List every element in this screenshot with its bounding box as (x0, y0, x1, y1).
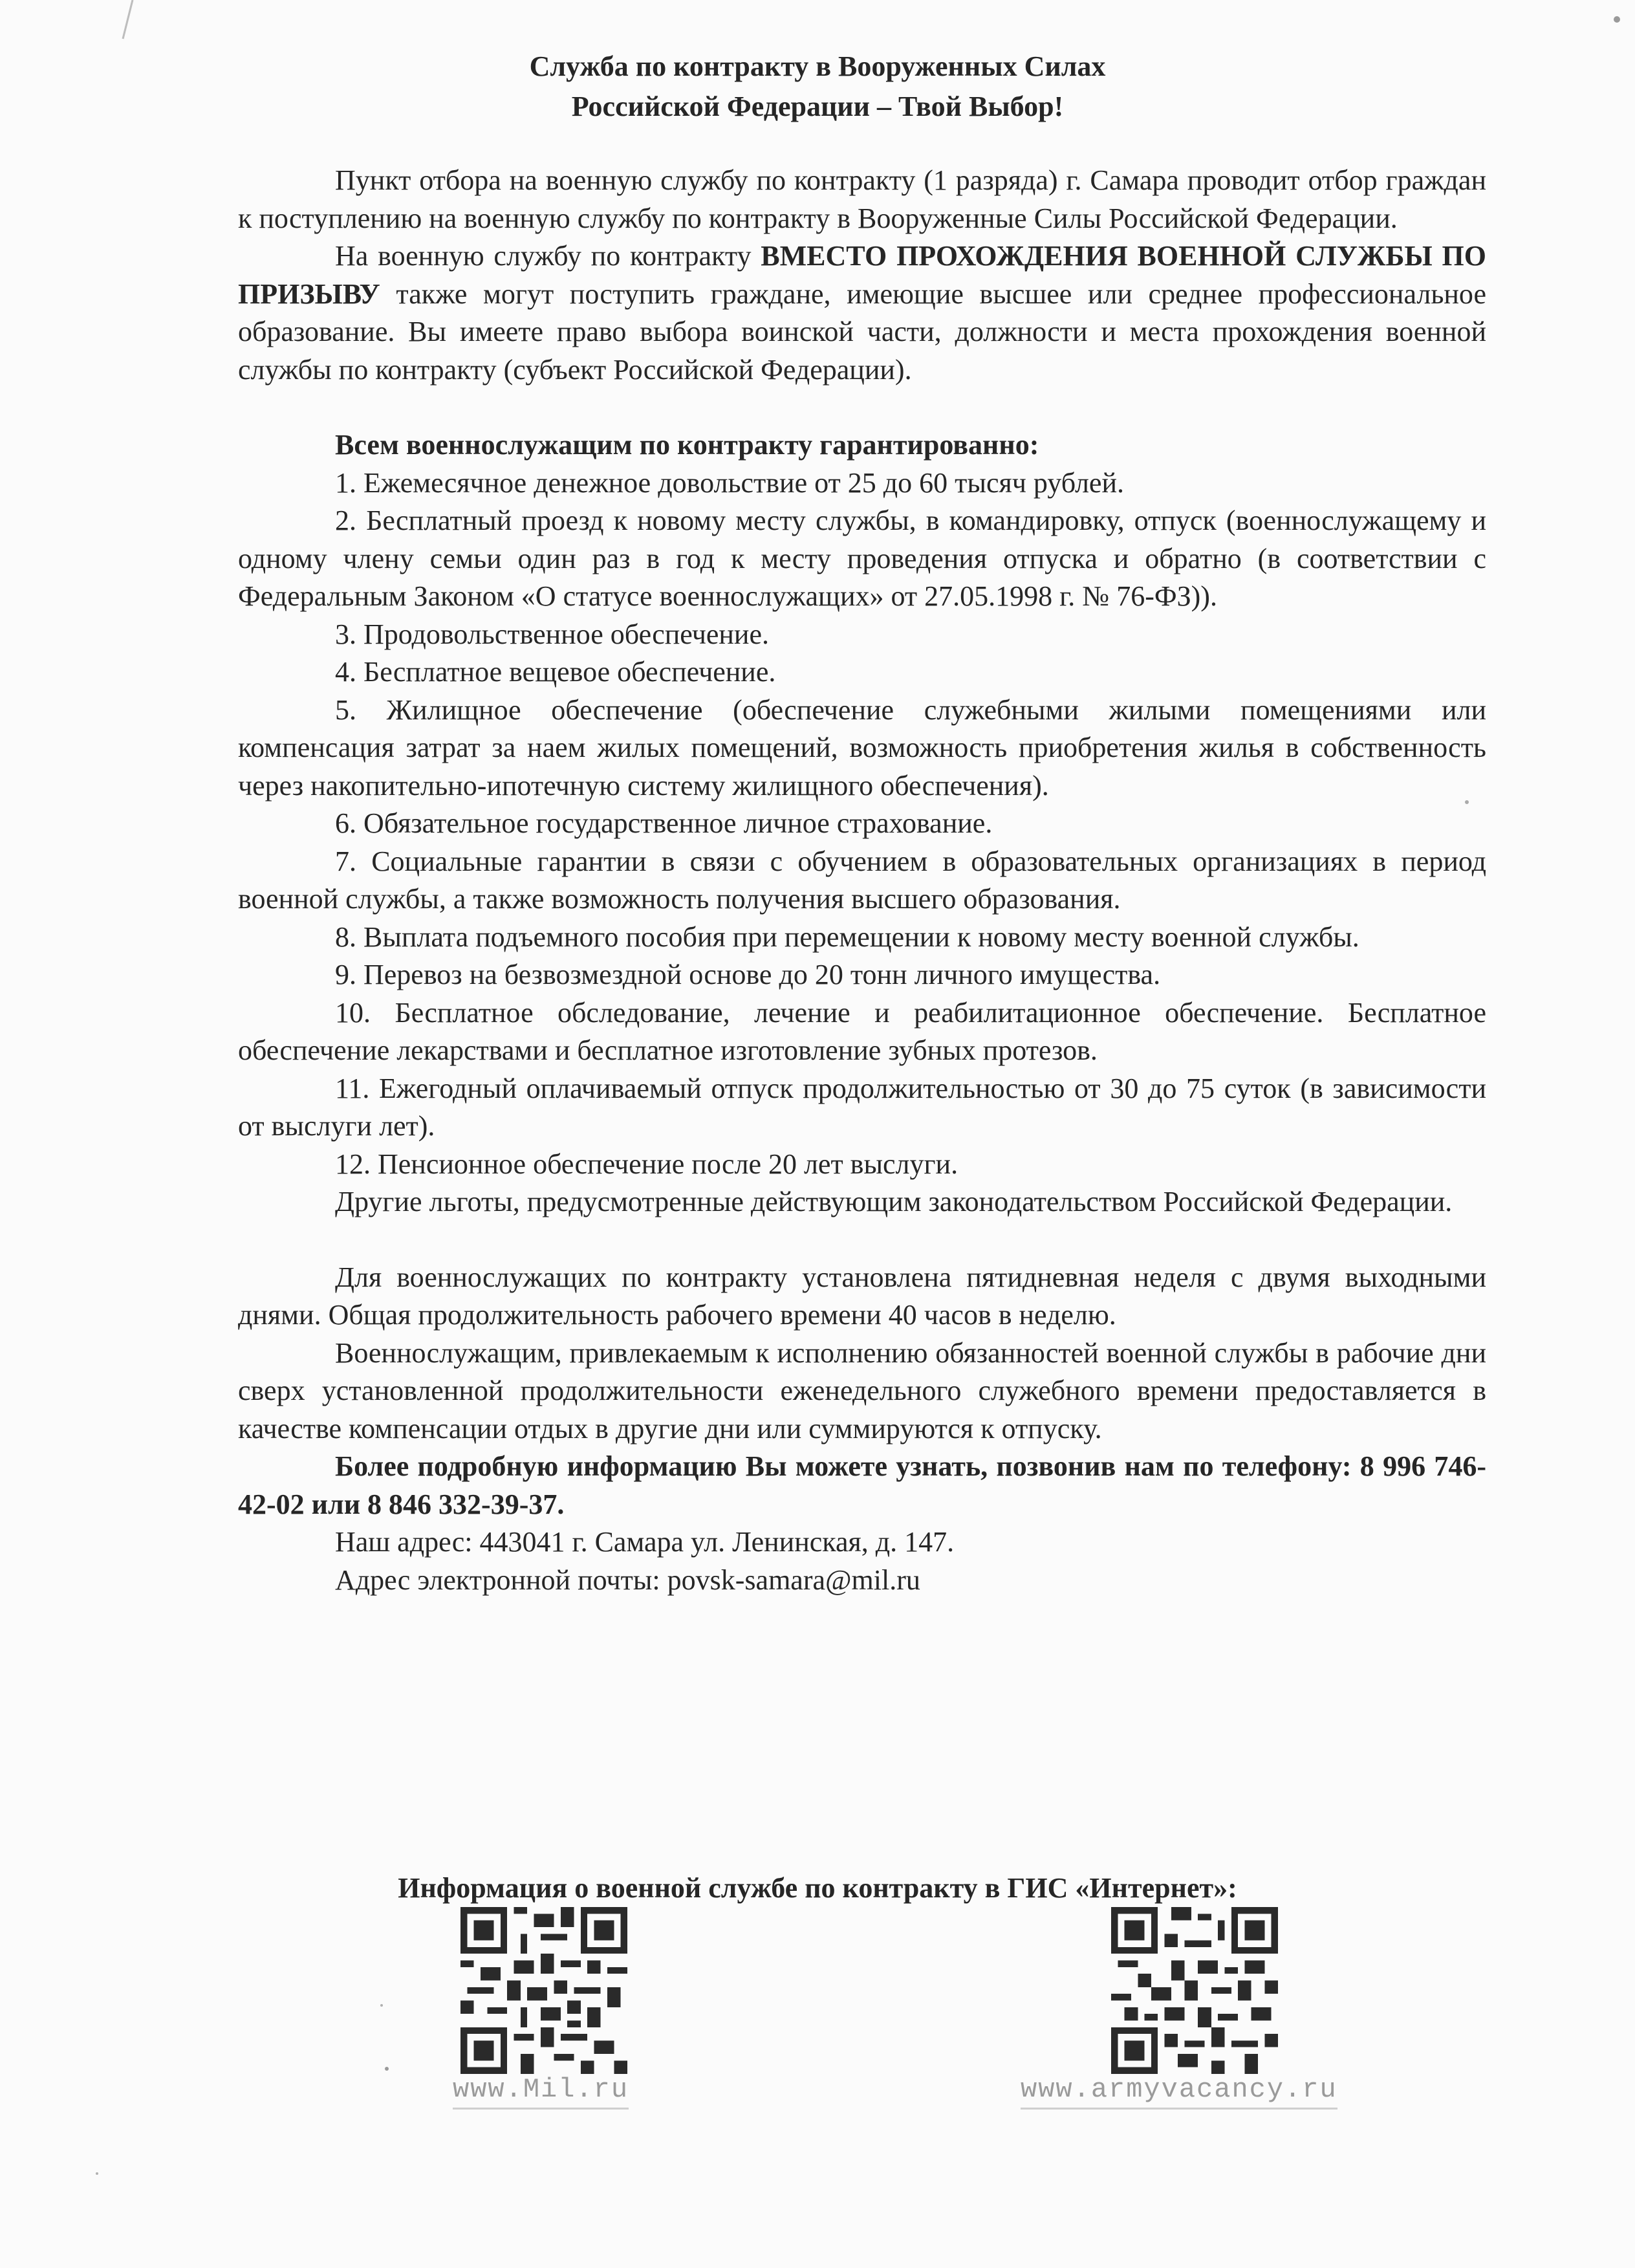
qr-code-armyvacancy-icon (1111, 1907, 1278, 2074)
guarantee-item: 2. Бесплатный проезд к новому месту службы, в командировку, отпуск (военнослужащему и одному члену семьи один раз в год к месту проведения отпуска и обратно (в соответствии с Федеральным Законом «О статусе военнослужащих» от 27.05.1998 г. № 76-ФЗ)). (238, 505, 1486, 612)
guarantee-item: 11. Ежегодный оплачиваемый отпуск продолжительностью от 30 до 75 суток (в зависимости от выслуги лет). (238, 1072, 1486, 1142)
guarantee-item: 4. Бесплатное вещевое обеспечение. (335, 656, 776, 688)
guarantee-item: 10. Бесплатное обследование, лечение и реабилитационное обеспечение. Бесплатное обеспечение лекарствами и бесплатное изготовление зубных протезов. (238, 996, 1486, 1066)
title-line-1: Служба по контракту в Вооруженных Силах (529, 50, 1106, 82)
document-title (0, 47, 1635, 127)
guarantee-item: 3. Продовольственное обеспечение. (335, 618, 769, 650)
guarantee-item: 8. Выплата подъемного пособия при перемещении к новому месту военной службы. (335, 921, 1359, 953)
guarantee-item: 12. Пенсионное обеспечение после 20 лет выслуги. (335, 1148, 958, 1180)
qr-code-mil-ru-icon (460, 1907, 627, 2074)
guarantee-item: 7. Социальные гарантии в связи с обучением в образовательных организациях в период военной службы, а также возможность получения высшего образования. (238, 845, 1486, 915)
intro-paragraph-1: Пункт отбора на военную службу по контракту (1 разряда) г. Самара проводит отбор граждан к поступлению на военную службу по контракту в Вооруженные Силы Российской Федерации. (238, 164, 1486, 234)
schedule-paragraph-1: Для военнослужащих по контракту установлена пятидневная неделя с двумя выходными днями. Общая продолжительность рабочего времени 40 часов в неделю. (238, 1261, 1486, 1331)
guarantee-item: 9. Перевоз на безвозмездной основе до 20 тонн личного имущества. (335, 959, 1161, 990)
intro-paragraph-2 (238, 237, 1486, 389)
guarantees-heading: Всем военнослужащим по контракту гарантированно: (335, 429, 1039, 461)
document-body (238, 162, 1486, 1599)
title-line-2: Российской Федерации – Твой Выбор! (571, 91, 1064, 122)
contact-address: Наш адрес: 443041 г. Самара ул. Ленинская, д. 147. (335, 1526, 955, 1558)
intro-p2-text-before: На военную службу по контракту (335, 240, 761, 272)
qr-right-caption: www.armyvacancy.ru (1021, 2074, 1337, 2110)
qr-code-right-graphic (1111, 1907, 1278, 2074)
qr-left-caption: www.Mil.ru (453, 2074, 629, 2110)
guarantee-item: 6. Обязательное государственное личное страхование. (335, 807, 993, 839)
guarantee-item: 5. Жилищное обеспечение (обеспечение служебными жилыми помещениями или компенсация затрат за наем жилых помещений, возможность приобретения жилья в собственность через накопительно-ипотечную систему жилищного обеспечения). (238, 693, 1486, 801)
intro-p2-text-after: также могут поступить граждане, имеющие высшее или среднее профессиональное образование. Вы имеете право выбора воинской части, должности и места прохождения военной службы по контракту (субъект Российской Федерации). (238, 278, 1486, 386)
schedule-paragraph-2: Военнослужащим, привлекаемым к исполнению обязанностей военной службы в рабочие дни сверх установленной продолжительности еженедельного служебного времени предоставляется в качестве компенсации отдых в другие дни или суммируются к отпуску. (238, 1336, 1486, 1445)
other-benefits: Другие льготы, предусмотренные действующим законодательством Российской Федерации. (335, 1186, 1453, 1217)
intro-p2-bold-text: ВМЕСТО ПРОХОЖДЕНИЯ ВОЕННОЙ СЛУЖБЫ ПО ПРИЗЫВУ (238, 240, 1486, 310)
contact-email: Адрес электронной почты: povsk-samara@mil.ru (335, 1564, 920, 1596)
qr-code-left-graphic (460, 1907, 627, 2074)
contact-phone-paragraph: Более подробную информацию Вы можете узнать, позвонив нам по телефону: 8 996 746-42-02 или 8 846 332-39-37. (238, 1450, 1486, 1520)
guarantee-item: 1. Ежемесячное денежное довольствие от 25 до 60 тысяч рублей. (335, 466, 1125, 499)
internet-info-heading: Информация о военной службе по контракту в ГИС «Интернет»: (398, 1872, 1237, 1904)
